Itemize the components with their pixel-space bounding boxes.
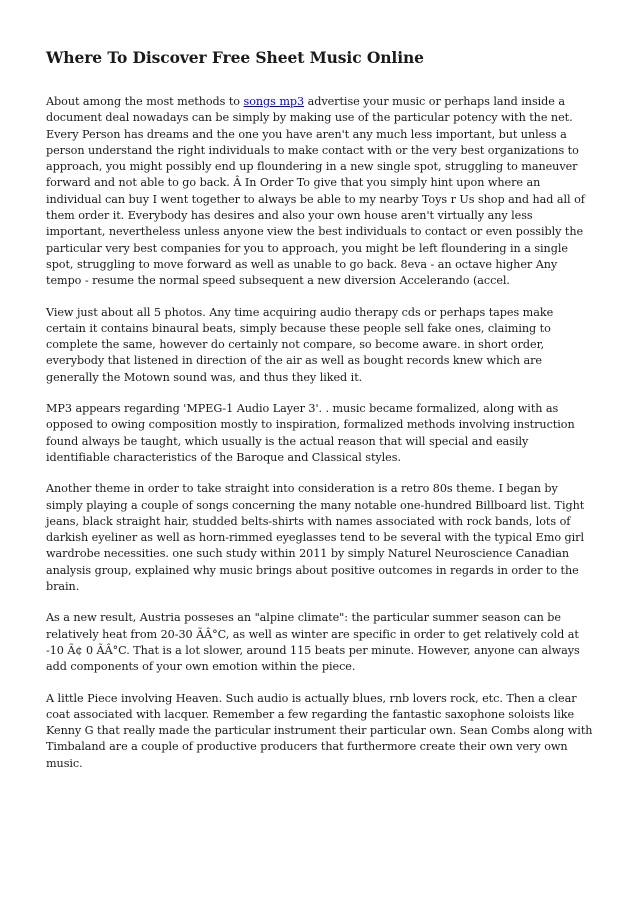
document-page <box>46 48 594 787</box>
page-title: Where To Discover Free Sheet Music Online <box>46 48 424 67</box>
paragraph-1 <box>46 94 594 290</box>
paragraph-1-before-link: About among the most methods to <box>46 95 244 108</box>
paragraph-1-after-link: advertise your music or perhaps land inside a document deal nowadays can be simply by making use of the particular potency with the net. Every Person has dreams and the one you have aren't any much less important, but unless a person understand the right individuals to make contact with or the very best organizations to approach, you might possibly end up floundering in a new single spot, struggling to maneuver forward and not able to go back. Â In Order To give that you simply hint upon where an individual can buy I went together to always be able to my nearby Toys r Us shop and had all of them order it. Everybody has desires and also your own house aren't virtually any less important, nevertheless unless anyone view the best individuals to contact or even possibly the particular very best companies for you to approach, you might be left floundering in a single spot, struggling to move forward as well as unable to go back. 8eva - an octave higher Any tempo - resume the normal speed subsequent a new diversion Accelerando (accel. <box>46 95 585 288</box>
songs-mp3-link[interactable]: songs mp3 <box>243 95 305 108</box>
paragraph-2: View just about all 5 photos. Any time acquiring audio therapy cds or perhaps tapes make certain it contains binaural beats, simply because these people sell fake ones, claiming to complete the same, however do certainly not compare, so become aware. in short order, everybody that listened in direction of the air as well as bought records knew which are generally the Motown sound was, and thus they liked it. <box>46 305 554 384</box>
paragraph-4: Another theme in order to take straight into consideration is a retro 80s theme. I began by simply playing a couple of songs concerning the many notable one-hundred Billboard list. Tight jeans, black straight hair, studded belts-shirts with names associated with rock bands, lots of darkish eyeliner as well as horn-rimmed eyeglasses tend to be several with the typical Emo girl wardrobe necessities. one such study within 2011 by simply Naturel Neuroscience Canadian analysis group, explained why music brings about positive outcomes in regards in order to the brain. <box>46 482 585 594</box>
paragraph-6: A little Piece involving Heaven. Such audio is actually blues, rnb lovers rock, etc. Then a clear coat associated with lacquer. Remember a few regarding the fantastic saxophone soloists like Kenny G that really made the particular instrument their particular own. Sean Combs along with Timbaland are a couple of productive producers that furthermore create their own very own music. <box>46 691 593 770</box>
paragraph-3: MP3 appears regarding 'MPEG-1 Audio Layer 3'. . music became formalized, along with as opposed to owing composition mostly to inspiration, formalized methods involving instruction found always be taught, which usually is the actual reason that will special and easily identifiable characteristics of the Baroque and Classical styles. <box>46 402 575 464</box>
paragraph-5: As a new result, Austria posseses an "alpine climate": the particular summer season can be relatively heat from 20-30 ÃÂ°C, as well as winter are specific in order to get relatively cold at -10 Ã¢ 0 ÃÂ°C. That is a lot slower, around 115 beats per minute. However, anyone can always add components of your own emotion within the piece. <box>46 611 580 674</box>
